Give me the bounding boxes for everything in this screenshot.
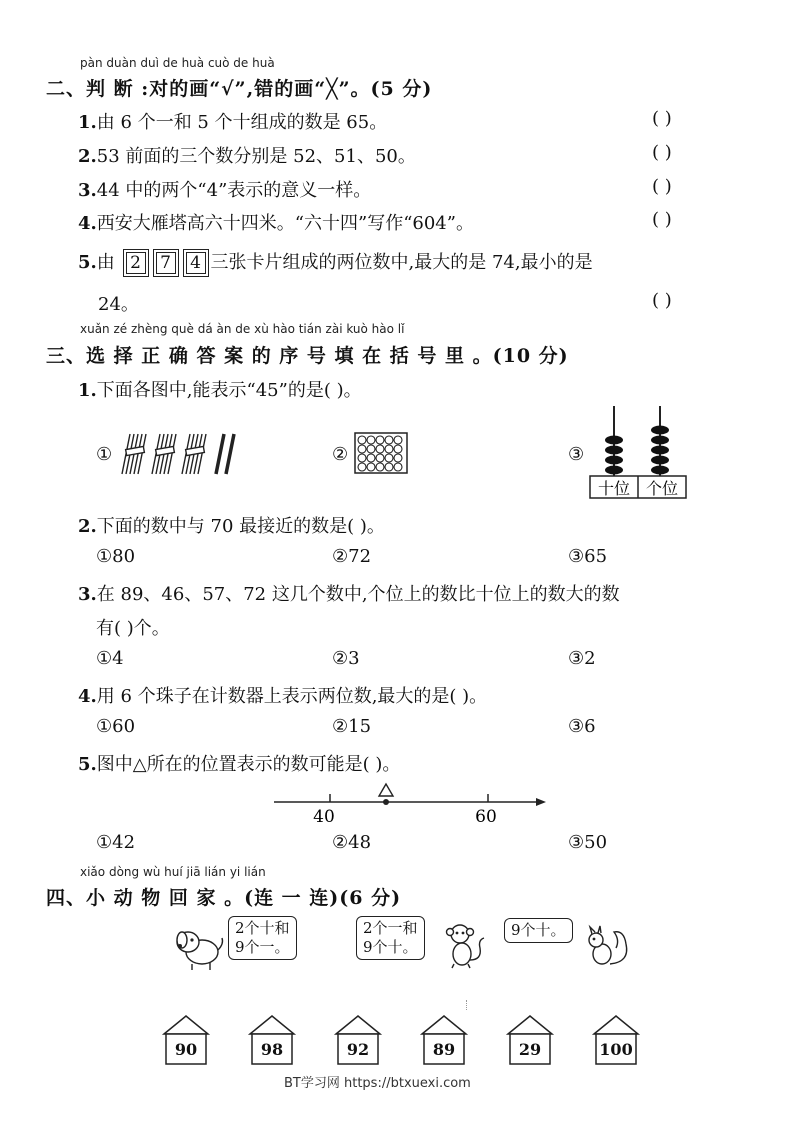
question-3-line2: 有( )个。 [96, 618, 170, 639]
question-4 [78, 682, 487, 708]
bubble-2-line-1: 2个一和 [363, 919, 418, 937]
item-number: 3. [78, 180, 97, 201]
number-card: 7 [153, 249, 179, 277]
triangle-marker-icon [379, 784, 393, 796]
house-number[interactable]: 89 [432, 1040, 456, 1059]
abacus-figure [588, 404, 688, 500]
speech-bubble-1 [228, 916, 297, 960]
item-number: 2. [78, 146, 97, 167]
number-line-figure [270, 780, 550, 826]
tick-label-40: 40 [313, 807, 335, 826]
question-number: 5. [78, 754, 97, 775]
option-1[interactable]: ①42 [96, 832, 136, 853]
question-2 [78, 512, 385, 538]
item-text: 西安大雁塔高六十四米。“六十四”写作“604”。 [96, 213, 474, 234]
answer-paren[interactable]: ( ) [652, 290, 672, 311]
puppy-icon [172, 922, 226, 972]
option-2[interactable]: ②15 [332, 716, 372, 737]
squirrel-icon [584, 924, 630, 968]
question-number: 1. [78, 380, 97, 401]
option-3[interactable]: ③50 [568, 832, 608, 853]
item-number: 5. [78, 252, 97, 273]
question-number: 3. [78, 584, 97, 605]
answer-paren[interactable]: ( ) [652, 209, 672, 230]
option-3[interactable]: ③2 [568, 648, 596, 669]
question-text: 下面的数中与 70 最接近的数是( )。 [96, 516, 385, 537]
speech-bubble-2 [356, 916, 425, 960]
section4-pinyin: xiǎo dòng wù huí jiā lián yi lián [80, 865, 266, 879]
abacus-tens-label: 十位 [597, 479, 631, 498]
option-1[interactable]: ①80 [96, 546, 136, 567]
item-text-pre: 由 [96, 252, 115, 273]
number-card: 2 [123, 249, 149, 277]
item-text: 53 前面的三个数分别是 52、51、50。 [96, 146, 416, 167]
option-1[interactable]: ①4 [96, 648, 124, 669]
option-2[interactable]: ②3 [332, 648, 360, 669]
bubble-1-line-1: 2个十和 [235, 919, 290, 937]
section4-title: 四、小 动 物 回 家 。(连 一 连)(6 分) [46, 887, 402, 909]
item-text-post: 三张卡片组成的两位数中,最大的是 74,最小的是 [210, 252, 593, 273]
bundles-of-sticks-figure [116, 428, 246, 478]
item-text: 由 6 个一和 5 个十组成的数是 65。 [96, 112, 388, 133]
option-2[interactable]: ②48 [332, 832, 372, 853]
question-text: 下面各图中,能表示“45”的是( )。 [96, 380, 362, 401]
answer-paren[interactable]: ( ) [652, 142, 672, 163]
section3-pinyin: xuǎn zé zhèng què dá àn de xù hào tián zài kuò hào lǐ [80, 322, 405, 336]
section3-title: 三、选 择 正 确 答 案 的 序 号 填 在 括 号 里 。(10 分) [46, 345, 569, 367]
tick-label-60: 60 [475, 807, 497, 826]
question-text: 用 6 个珠子在计数器上表示两位数,最大的是( )。 [96, 686, 488, 707]
answer-paren[interactable]: ( ) [652, 108, 672, 129]
option-3[interactable]: ③65 [568, 546, 608, 567]
bubble-2-line-2: 9个十。 [363, 938, 418, 956]
house-number[interactable]: 92 [346, 1040, 370, 1059]
section2-title: 二、判 断 :对的画“√”,错的画“╳”。(5 分) [46, 78, 433, 100]
option-1[interactable]: ①60 [96, 716, 136, 737]
option-3[interactable]: ③6 [568, 716, 596, 737]
house-number[interactable]: 90 [174, 1040, 198, 1059]
question-number: 4. [78, 686, 97, 707]
item-text: 44 中的两个“4”表示的意义一样。 [96, 180, 372, 201]
question-1 [78, 376, 362, 402]
item-text-line2: 24。 [98, 294, 139, 315]
bubble-3-text: 9个十。 [511, 921, 566, 939]
option-2[interactable]: ②72 [332, 546, 372, 567]
house-number[interactable]: 100 [599, 1040, 633, 1059]
option-1-label: ① [96, 444, 113, 465]
number-card: 4 [183, 249, 209, 277]
circle-grid-figure [354, 432, 408, 474]
footer-watermark[interactable]: BT学习网 https://btxuexi.com [284, 1076, 471, 1091]
question-5 [78, 750, 400, 776]
bubble-1-line-2: 9个一。 [235, 938, 290, 956]
item-number: 1. [78, 112, 97, 133]
abacus-ones-label: 个位 [645, 479, 679, 498]
item-number: 4. [78, 213, 97, 234]
house-number[interactable]: 29 [518, 1040, 542, 1059]
answer-paren[interactable]: ( ) [652, 176, 672, 197]
option-3-label: ③ [568, 444, 585, 465]
speech-bubble-3 [504, 918, 573, 943]
option-2-label: ② [332, 444, 349, 465]
question-3 [78, 580, 620, 606]
monkey-icon [442, 920, 486, 970]
dot-marker [466, 1000, 468, 1010]
question-text: 图中△所在的位置表示的数可能是( )。 [96, 754, 401, 775]
question-number: 2. [78, 516, 97, 537]
section2-pinyin: pàn duàn duì de huà cuò de huà [80, 56, 275, 70]
houses-row [150, 1012, 650, 1068]
question-text: 在 89、46、57、72 这几个数中,个位上的数比十位上的数大的数 [96, 584, 620, 605]
house-number[interactable]: 98 [260, 1040, 284, 1059]
